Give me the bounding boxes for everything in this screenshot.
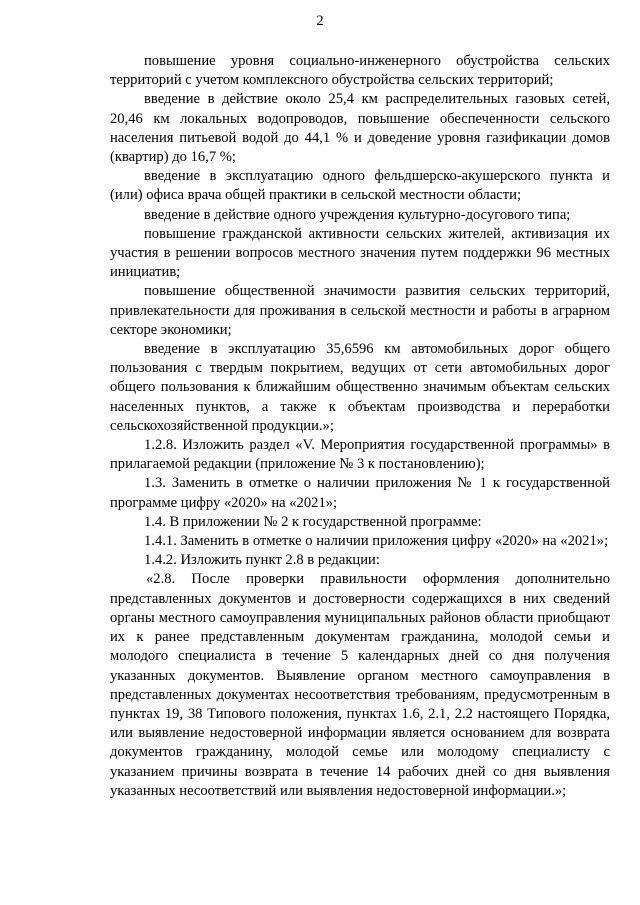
paragraph-clause-1-3: 1.3. Заменить в отметке о наличии приложения № 1 к государственной программе цифру «2020» на «2021»; — [110, 475, 610, 511]
paragraph-cultural-institution: введение в действие одного учреждения культурно-досугового типа; — [144, 206, 571, 223]
paragraph-gas-water-networks: введение в действие около 25,4 км распределительных газовых сетей, 20,46 км локальных водопроводов, повышение обеспеченности сельского населения питьевой водой до 44,1 % и доведение уровня газификации домов (квартир) до 16,7 %; — [110, 91, 610, 166]
document-body — [110, 52, 610, 801]
paragraph-clause-1-2-8: 1.2.8. Изложить раздел «V. Мероприятия государственной программы» в прилагаемой редакции (приложение № 3 к постановлению); — [110, 437, 610, 473]
page-number: 2 — [316, 13, 324, 29]
paragraph-medical-station: введение в эксплуатацию одного фельдшерско-акушерского пункта и (или) офиса врача общей практики в сельской местности области; — [110, 168, 610, 204]
paragraph-clause-2-8: «2.8. После проверки правильности оформления дополнительно представленных документов и достоверности содержащихся в них сведений органы местного самоуправления муниципальных районов области приобщают их к ранее представленным документам гражданина, молодой семьи и молодого специалиста в течение 5 календарных дней со дня получения указанных документов. Выявление органом местного самоуправления в представленных документах несоответствия требованиям, предусмотренным в пунктах 19, 38 Типового положения, пунктах 1.6, 2.1, 2.2 настоящего Порядка, или выявление недостоверной информации является основанием для возврата документов гражданину, молодой семье или молодому специалисту с указанием причины возврата в течение 14 рабочих дней со дня выявления указанных несоответствий или выявления недостоверной информации.»; — [110, 571, 610, 799]
paragraph-civic-activity: повышение гражданской активности сельских жителей, активизация их участия в решении вопросов местного значения путем поддержки 96 местных инициатив; — [110, 225, 610, 281]
paragraph-roads: введение в эксплуатацию 35,6596 км автомобильных дорог общего пользования с твердым покрытием, ведущих от сети автомобильных дорог общего пользования к ближайшим общественно значимым объектам сельских населенных пунктов, а также к объектам производства и переработки сельскохозяйственной продукции.»; — [110, 341, 610, 434]
paragraph-clause-1-4: 1.4. В приложении № 2 к государственной программе: — [144, 513, 482, 530]
paragraph-clause-1-4-2: 1.4.2. Изложить пункт 2.8 в редакции: — [144, 552, 380, 569]
paragraph-public-significance: повышение общественной значимости развития сельских территорий, привлекательности для проживания в сельской местности и работы в аграрном секторе экономики; — [110, 283, 610, 338]
paragraph-clause-1-4-1: 1.4.1. Заменить в отметке о наличии приложения цифру «2020» на «2021»; — [144, 533, 609, 550]
paragraph-rural-infrastructure: повышение уровня социально-инженерного обустройства сельских территорий с учетом комплексного обустройства сельских территорий; — [110, 53, 610, 89]
